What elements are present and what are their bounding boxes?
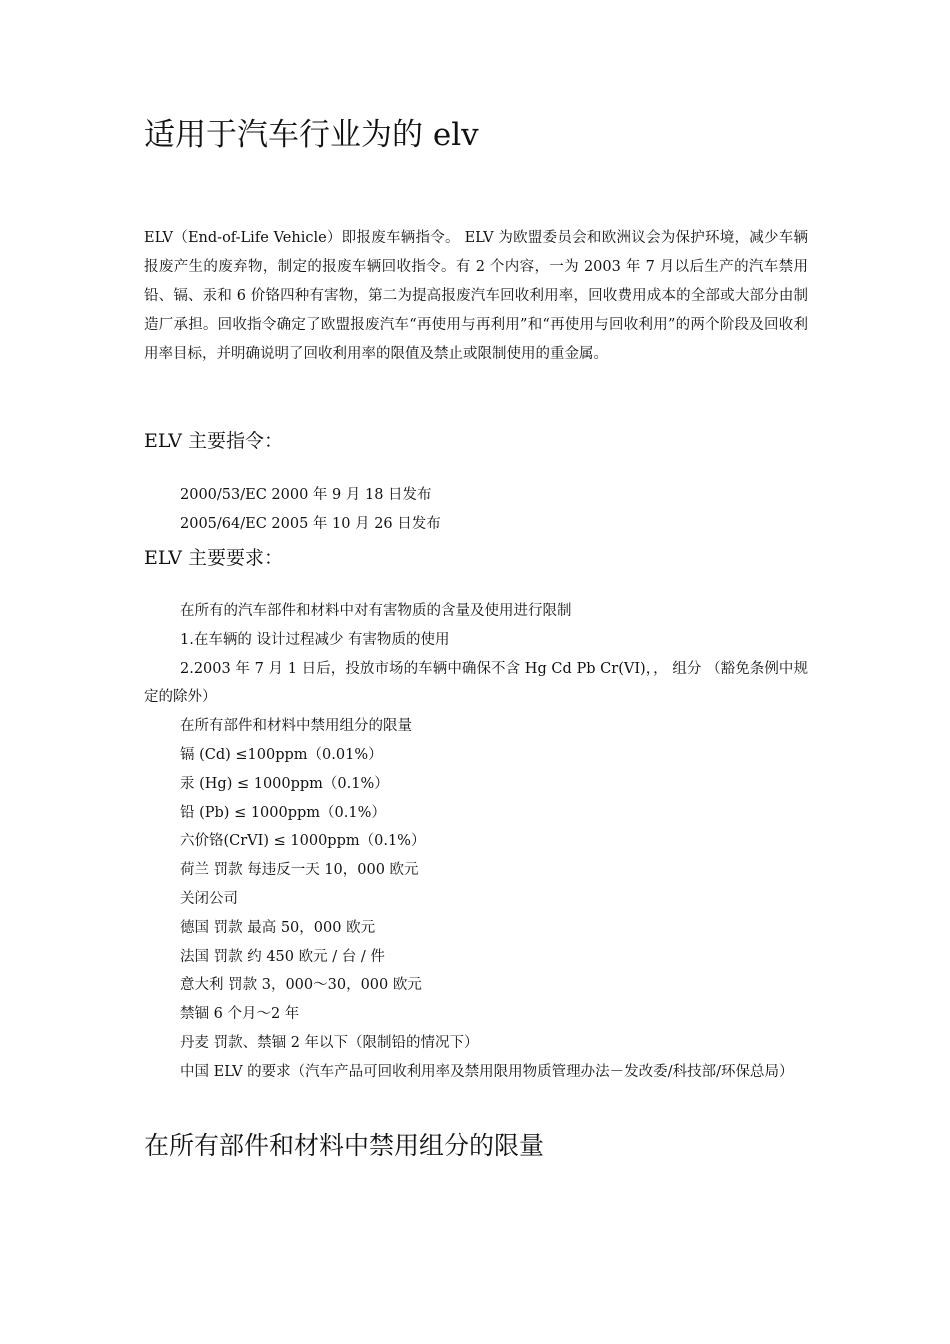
list-item: 铅 (Pb) ≤ 1000ppm（0.1%） <box>180 804 386 821</box>
document-title: 适用于汽车行业为的 elv <box>144 117 479 153</box>
list-item: 六价铬(CrVI) ≤ 1000ppm（0.1%） <box>180 833 426 850</box>
limits-heading: 在所有部件和材料中禁用组分的限量 <box>144 1131 545 1160</box>
list-item: 2000/53/EC 2000 年 9 月 18 日发布 <box>180 487 432 503</box>
directives-list <box>144 481 808 539</box>
list-item: 禁锢 6 个月～2 年 <box>180 1006 300 1023</box>
list-item: 2.2003 年 7 月 1 日后，投放市场的车辆中确保不含 Hg Cd Pb Cr(VI)，， 组分 （豁免条例中规定的除外） <box>144 660 808 706</box>
requirements-list <box>144 597 808 1087</box>
list-item: 法国 罚款 约 450 欧元 / 台 / 件 <box>180 948 385 965</box>
list-item: 荷兰 罚款 每违反一天 10，000 欧元 <box>180 862 419 879</box>
list-item: 在所有的汽车部件和材料中对有害物质的含量及使用进行限制 <box>180 603 572 619</box>
list-item: 丹麦 罚款、禁锢 2 年以下（限制铅的情况下） <box>180 1034 479 1051</box>
list-item: 关闭公司 <box>180 890 238 907</box>
list-item: 德国 罚款 最高 50，000 欧元 <box>180 919 376 936</box>
list-item: 意大利 罚款 3，000～30，000 欧元 <box>180 977 422 994</box>
intro-paragraph: ELV（End-of-Life Vehicle）即报废车辆指令。 ELV 为欧盟委员会和欧洲议会为保护环境，减少车辆报废产生的废弃物，制定的报废车辆回收指令。有 2 个内容，一为 2003 年 7 月以后生产的汽车禁用铅、镉、汞和 6 价铬四种有害物，第二为提高报废汽车回收利用率，回收费用成本的全部或大部分由制造厂承担。回收指令确定了欧盟报废汽车“再使用与再利用”和“再使用与回收利用”的两个阶段及回收利用率目标，并明确说明了回收利用率的限值及禁止或限制使用的重金属。 <box>144 230 808 362</box>
list-item: 中国 ELV 的要求（汽车产品可回收利用率及禁用限用物质管理办法－发改委/科技部/环保总局） <box>180 1063 794 1080</box>
directives-heading: ELV 主要指令： <box>144 430 283 452</box>
list-item: 镉 (Cd) ≤100ppm（0.01%） <box>180 746 383 763</box>
list-item: 2005/64/EC 2005 年 10 月 26 日发布 <box>180 515 441 532</box>
list-item: 1.在车辆的 设计过程减少 有害物质的使用 <box>180 631 450 648</box>
list-item: 汞 (Hg) ≤ 1000ppm（0.1%） <box>180 775 389 792</box>
list-item: 在所有部件和材料中禁用组分的限量 <box>180 718 412 735</box>
requirements-heading: ELV 主要要求： <box>144 547 283 569</box>
